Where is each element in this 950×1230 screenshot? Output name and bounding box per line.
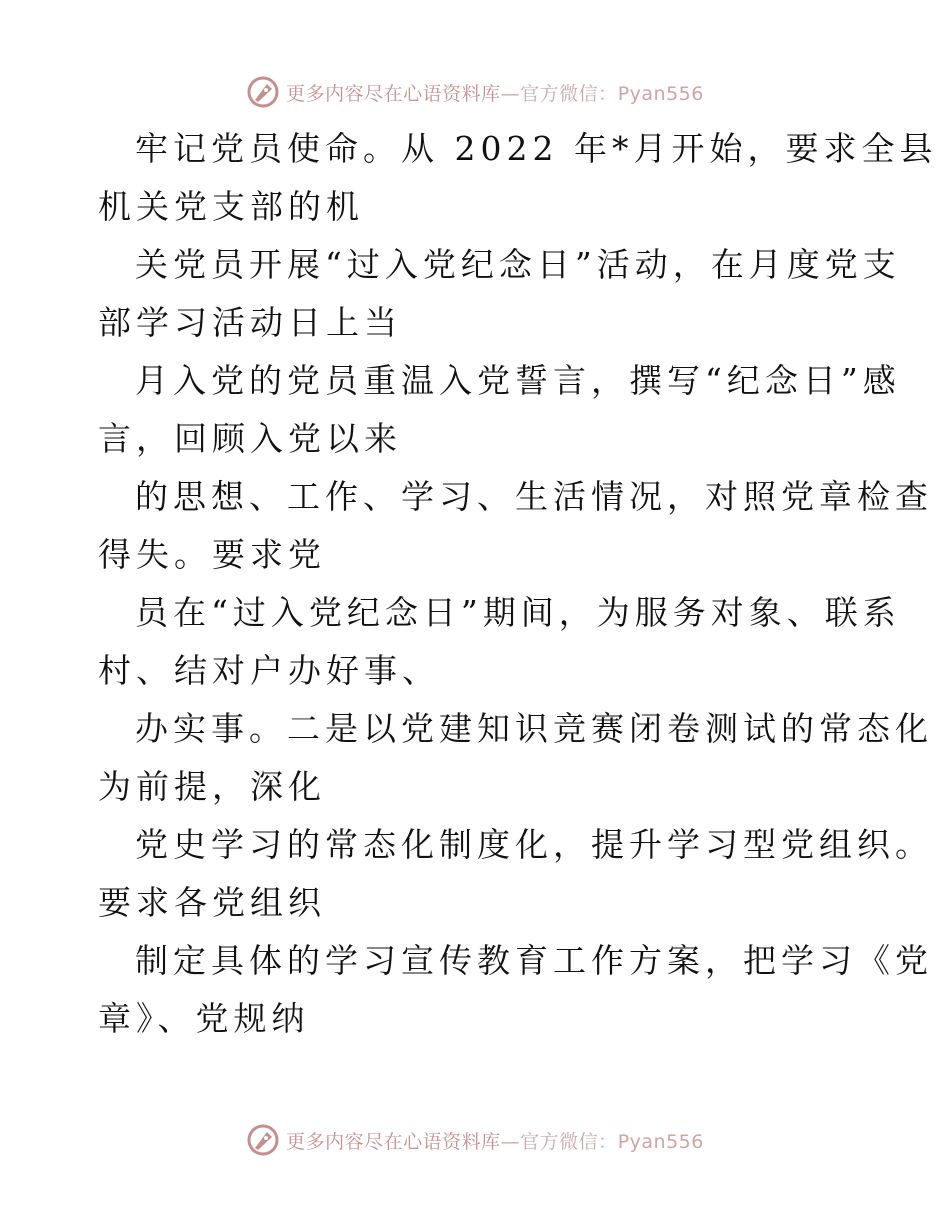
- watermark-contact-id: Pyan556: [617, 82, 704, 105]
- body-line: 的思想、工作、学习、生活情况，对照党章检查: [135, 477, 933, 516]
- watermark-contact-label: 官方微信：: [520, 82, 618, 105]
- body-line: 员在“过入党纪念日”期间，为服务对象、联系: [135, 593, 901, 632]
- pen-nib-logo-icon: [246, 75, 280, 109]
- body-line: 要求各党组织: [98, 883, 326, 922]
- watermark-text: [286, 1127, 704, 1154]
- footer-watermark: [0, 1120, 950, 1160]
- watermark-contact-id: Pyan556: [617, 1130, 704, 1153]
- body-line: 关党员开展“过入党纪念日”活动，在月度党支: [135, 245, 901, 284]
- watermark-contact-label: 官方微信：: [520, 1130, 618, 1153]
- body-line: 党史学习的常态化制度化，提升学习型党组织。: [135, 825, 933, 864]
- pen-nib-logo-icon: [246, 1123, 280, 1157]
- watermark-dash: —: [500, 1130, 521, 1153]
- watermark-brand: 更多内容尽在心语资料库: [286, 82, 501, 105]
- header-watermark: [0, 72, 950, 112]
- body-line: 机关党支部的机: [98, 187, 364, 226]
- document-body: [98, 120, 938, 1048]
- watermark-dash: —: [500, 82, 521, 105]
- body-line: 部学习活动日上当: [98, 303, 402, 342]
- body-line: 村、结对户办好事、: [98, 651, 440, 690]
- body-line: 办实事。二是以党建知识竞赛闭卷测试的常态化: [135, 709, 933, 748]
- watermark-brand: 更多内容尽在心语资料库: [286, 1130, 501, 1153]
- body-line: 章》、党规纳: [98, 999, 310, 1038]
- watermark-text: [286, 79, 704, 106]
- body-line: 为前提，深化: [98, 767, 326, 806]
- body-line: 制定具体的学习宣传教育工作方案，把学习《党: [135, 941, 933, 980]
- body-line: 牢记党员使命。从 2022 年*月开始，要求全县: [135, 129, 938, 168]
- body-line: 月入党的党员重温入党誓言，撰写“纪念日”感: [135, 361, 901, 400]
- body-line: 得失。要求党: [98, 535, 326, 574]
- body-line: 言，回顾入党以来: [98, 419, 402, 458]
